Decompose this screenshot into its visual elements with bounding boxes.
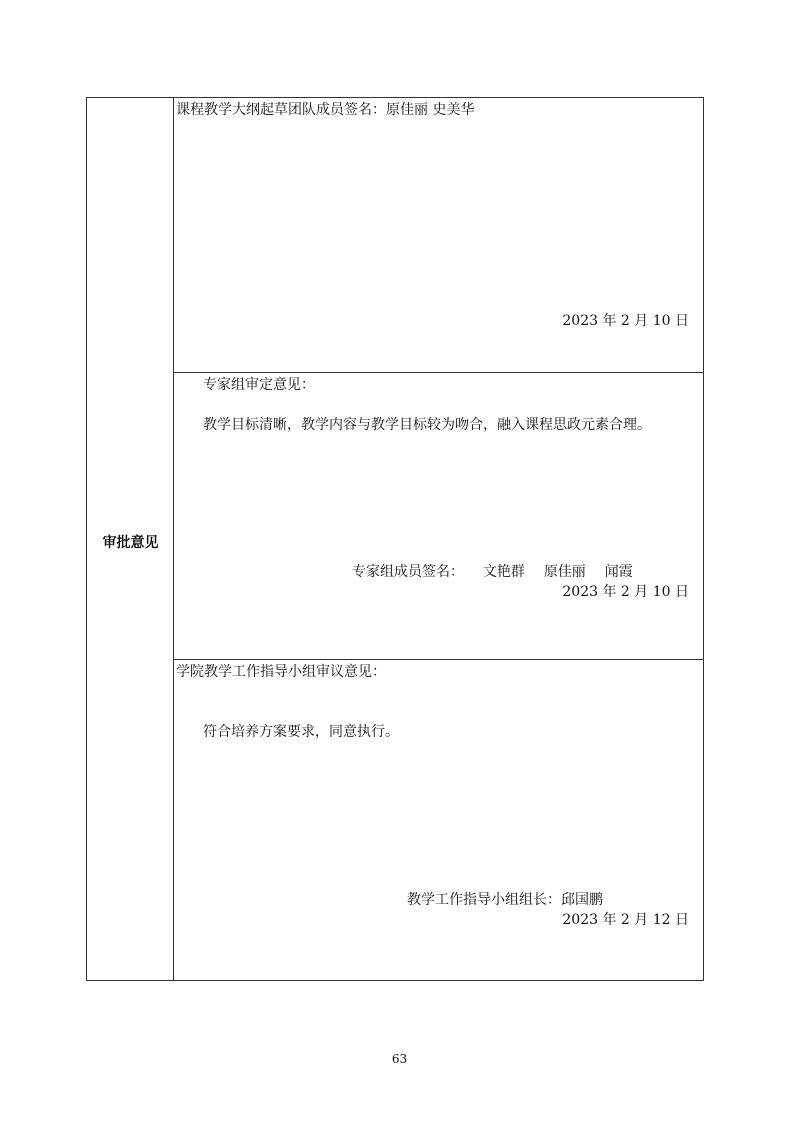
expert-group-date: 2023 年 2 月 10 日 [562, 584, 689, 600]
draft-team-date: 2023 年 2 月 10 日 [562, 313, 689, 329]
expert-member-2: 原佳丽 [543, 564, 586, 580]
draft-team-members: 原佳丽 史美华 [386, 102, 475, 118]
page-number: 63 [391, 1052, 408, 1066]
approval-side-column [87, 98, 174, 980]
approval-table [86, 97, 704, 981]
college-group-leader-label: 教学工作指导小组组长： [407, 892, 561, 908]
expert-member-1: 文艳群 [482, 564, 525, 580]
college-group-leader: 邱国鹏 [561, 892, 603, 908]
expert-group-heading: 专家组审定意见： [203, 377, 315, 393]
expert-group-opinion: 教学目标清晰，教学内容与教学目标较为吻合，融入课程思政元素合理。 [203, 417, 651, 433]
approval-side-label: 审批意见 [102, 535, 159, 551]
college-group-opinion: 符合培养方案要求，同意执行。 [203, 724, 399, 740]
expert-group-section [174, 373, 703, 660]
draft-team-section [174, 98, 703, 373]
college-group-section [174, 660, 703, 980]
college-group-date: 2023 年 2 月 12 日 [562, 912, 689, 928]
draft-team-signature-line [176, 101, 474, 119]
college-group-heading: 学院教学工作指导小组审议意见： [176, 664, 386, 680]
college-group-leader-line [407, 891, 603, 909]
draft-team-label: 课程教学大纲起草团队成员签名： [176, 102, 386, 118]
expert-group-signature-line [352, 563, 633, 581]
expert-member-3: 闻霞 [604, 564, 633, 580]
expert-group-signature-label: 专家组成员签名： [352, 564, 464, 580]
